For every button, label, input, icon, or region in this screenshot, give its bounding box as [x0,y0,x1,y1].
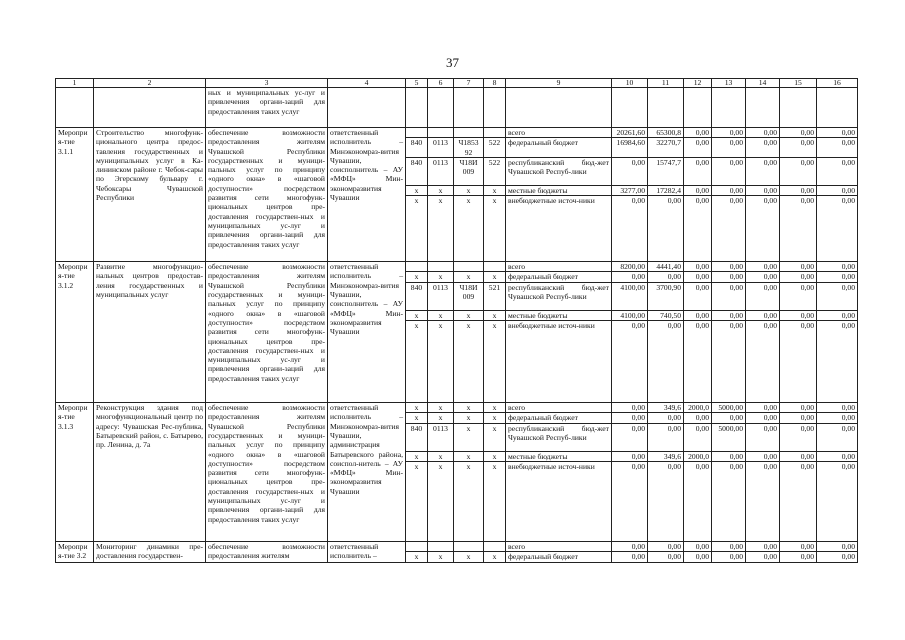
value-cell: x [406,461,428,541]
value-cell: 521 [484,282,506,310]
value-cell: 5000,00 [712,423,746,451]
value-cell: x [454,272,484,282]
value-cell: 0,00 [746,262,780,272]
value-cell: 0,00 [712,138,746,158]
continuation-row [56,88,858,128]
value-cell [484,262,506,272]
value-cell: 0,00 [612,321,648,403]
event-id: Мероприя-тие 3.2 [56,541,94,562]
empty-cell [328,88,406,128]
event-name: Строительство многофунк-ционального центра предос-тавления государственных и муниципальных услуг в Ка-лининском районе г. Чебок-сары по Эгерскому бульвару г. Чебоксары Чувашской Республики [94,128,206,262]
source-cell: республиканский бюд-жет Чувашской Респуб-лики [506,282,612,310]
event-id: Мероприя-тие 3.1.2 [56,262,94,403]
column-number-2: 2 [94,79,206,88]
value-cell: 0,00 [746,413,780,423]
value-cell: 0,00 [817,423,858,451]
value-cell: 0,00 [612,423,648,451]
value-cell: x [454,310,484,320]
value-cell: 0,00 [780,310,817,320]
column-number-1: 1 [56,79,94,88]
value-cell: 0,00 [648,321,684,403]
value-cell: 8200,00 [612,262,648,272]
value-cell: x [454,451,484,461]
value-cell: 0,00 [612,196,648,262]
value-cell: 840 [406,138,428,158]
column-number-4: 4 [328,79,406,88]
value-cell: 0,00 [817,196,858,262]
empty-cell [612,88,648,128]
empty-cell [484,88,506,128]
value-cell: 16984,60 [612,138,648,158]
value-cell: x [484,423,506,451]
value-cell: 32270,7 [648,138,684,158]
value-cell: 0,00 [817,157,858,185]
value-cell: 15747,7 [648,157,684,185]
value-cell: 0,00 [780,451,817,461]
value-cell: x [484,321,506,403]
value-cell: 0,00 [684,262,712,272]
continuation-text: ных и муниципальных ус-луг и привлечения органи-заций для предоставления таких услуг [206,88,328,128]
source-cell: всего [506,403,612,413]
column-number-8: 8 [484,79,506,88]
value-cell: 0,00 [780,262,817,272]
value-cell: 0,00 [746,138,780,158]
value-cell: x [454,423,484,451]
value-cell: 0,00 [817,541,858,551]
source-cell: всего [506,541,612,551]
value-cell: 0,00 [684,157,712,185]
value-cell: x [484,552,506,562]
value-cell [484,128,506,138]
empty-cell [684,88,712,128]
value-cell: 0,00 [780,138,817,158]
value-cell: x [454,413,484,423]
value-cell: x [428,403,454,413]
event-name: Реконструкция здания под многофункциональный центр по адресу: Чувашская Рес-публика, Батыревский район, с. Батырево, пр. Ленина, д. 7а [94,403,206,542]
value-cell: x [406,272,428,282]
value-cell: 0,00 [817,310,858,320]
value-cell: 0,00 [817,403,858,413]
empty-cell [454,88,484,128]
empty-cell [506,88,612,128]
value-cell: 0,00 [817,262,858,272]
value-cell: 0,00 [648,423,684,451]
value-cell: 0,00 [746,403,780,413]
value-cell: 0,00 [684,413,712,423]
value-cell: 0,00 [648,196,684,262]
value-cell: 5000,00 [712,403,746,413]
value-cell: 0,00 [817,552,858,562]
source-cell: внебюджетные источ-ники [506,321,612,403]
event-purpose: обеспечение возможности предоставления жителям Чувашской Республики государственных и муници-пальных услуг по принципу «одного окна» в «шаговой доступности» посредством развития сети многофунк-циональных центров пре-доставления государствен-ных и муниципальных ус-луг и привлечения органи-заций для предоставления таких услуг [206,262,328,403]
value-cell: 0,00 [684,461,712,541]
event-executor: ответственный исполнитель – [328,541,406,562]
event-executor: ответственный исполнитель – Минэкономраз-вития Чувашии, соисполнитель – АУ «МФЦ» Мин-экономразвития Чувашии [328,262,406,403]
value-cell: 0,00 [746,185,780,195]
value-cell: 0,00 [746,423,780,451]
value-cell: 0113 [428,138,454,158]
value-cell: x [484,413,506,423]
value-cell: x [406,451,428,461]
value-cell: 740,50 [648,310,684,320]
value-cell: 0,00 [684,541,712,551]
value-cell: 0,00 [612,403,648,413]
value-cell: 0,00 [612,541,648,551]
value-cell: 0,00 [817,413,858,423]
value-cell: x [454,196,484,262]
source-cell: республиканский бюд-жет Чувашской Респуб-лики [506,423,612,451]
empty-cell [56,88,94,128]
value-cell [484,541,506,551]
empty-cell [746,88,780,128]
value-cell: 0,00 [780,552,817,562]
empty-cell [817,88,858,128]
value-cell: 0,00 [780,196,817,262]
value-cell: 0,00 [712,461,746,541]
value-cell: 0,00 [712,185,746,195]
value-cell: 0,00 [780,272,817,282]
value-cell: 0,00 [684,185,712,195]
column-number-5: 5 [406,79,428,88]
value-cell: 0,00 [780,403,817,413]
event-id: Мероприя-тие 3.1.3 [56,403,94,542]
value-cell: x [428,185,454,195]
value-cell: 0,00 [712,310,746,320]
value-cell: 0,00 [684,282,712,310]
source-cell: местные бюджеты [506,310,612,320]
source-cell: федеральный бюджет [506,413,612,423]
value-cell: 349,6 [648,403,684,413]
source-cell: местные бюджеты [506,185,612,195]
value-cell: 0,00 [684,552,712,562]
value-cell: 0,00 [780,423,817,451]
value-cell: 0,00 [712,196,746,262]
value-cell: 0,00 [746,272,780,282]
source-cell: республиканский бюд-жет Чувашской Респуб-лики [506,157,612,185]
value-cell: x [484,461,506,541]
source-cell: всего [506,262,612,272]
empty-cell [712,88,746,128]
value-cell [406,541,428,551]
value-cell: x [454,185,484,195]
value-cell: 0,00 [780,321,817,403]
event-name: Развитие многофункцио-нальных центров предостав-ления государственных и муниципальных услуг [94,262,206,403]
value-cell: 0,00 [780,413,817,423]
value-cell: 0,00 [817,272,858,282]
value-cell: 17282,4 [648,185,684,195]
value-cell: 0,00 [746,451,780,461]
value-cell: x [428,461,454,541]
value-cell: 0,00 [712,262,746,272]
table-row [56,128,858,138]
value-cell: 2000,0 [684,403,712,413]
event-executor: ответственный исполнитель – Минэкономраз-вития Чувашии, администрация Батыревского района, соиспол-нитель – АУ «МФЦ» Мин-экономразвития Чувашии [328,403,406,542]
column-number-14: 14 [746,79,780,88]
source-cell: федеральный бюджет [506,552,612,562]
value-cell [454,262,484,272]
value-cell: 0,00 [684,128,712,138]
source-cell: внебюджетные источ-ники [506,461,612,541]
source-cell: всего [506,128,612,138]
value-cell: x [428,196,454,262]
value-cell: x [428,451,454,461]
value-cell: 0,00 [817,461,858,541]
event-purpose: обеспечение возможности предоставления жителям Чувашской Республики государственных и муници-пальных услуг по принципу «одного окна» в «шаговой доступности» посредством развития сети многофунк-циональных центров пре-доставления государствен-ных и муниципальных ус-луг и привлечения органи-заций для предоставления таких услуг [206,403,328,542]
value-cell: x [428,552,454,562]
value-cell: x [484,451,506,461]
column-number-3: 3 [206,79,328,88]
value-cell: 0,00 [684,196,712,262]
value-cell: Ч18И 009 [454,157,484,185]
value-cell: 840 [406,423,428,451]
value-cell [406,262,428,272]
value-cell: x [406,310,428,320]
value-cell: Ч18И 009 [454,282,484,310]
value-cell: x [484,272,506,282]
value-cell: 0,00 [712,451,746,461]
budget-table [55,78,858,563]
value-cell: 0,00 [712,128,746,138]
empty-cell [648,88,684,128]
value-cell: x [406,196,428,262]
value-cell: 0,00 [648,541,684,551]
value-cell: 0,00 [612,552,648,562]
event-executor: ответственный исполнитель – Минэкономраз-вития Чувашии, соисполнитель – АУ «МФЦ» Мин-экономразвития Чувашии [328,128,406,262]
value-cell: 0,00 [684,423,712,451]
value-cell: x [484,310,506,320]
value-cell: 0,00 [684,272,712,282]
value-cell: x [484,196,506,262]
header-row [56,79,858,88]
column-number-16: 16 [817,79,858,88]
column-number-10: 10 [612,79,648,88]
empty-cell [428,88,454,128]
value-cell: 0,00 [746,282,780,310]
value-cell: x [484,403,506,413]
value-cell: 0,00 [746,128,780,138]
value-cell: 0,00 [746,461,780,541]
value-cell: 0,00 [612,451,648,461]
value-cell: 4100,00 [612,282,648,310]
value-cell: x [428,321,454,403]
event-purpose: обеспечение возможности предоставления жителям Чувашской Республики государственных и муници-пальных услуг по принципу «одного окна» в «шаговой доступности» посредством развития сети многофунк-циональных центров пре-доставления государствен-ных и муниципальных ус-луг и привлечения органи-заций для предоставления таких услуг [206,128,328,262]
value-cell: 0,00 [746,196,780,262]
value-cell: 0,00 [612,157,648,185]
value-cell: 0,00 [712,157,746,185]
event-name: Мониторинг динамики пре-доставления государствен- [94,541,206,562]
value-cell: 840 [406,157,428,185]
value-cell: 3277,00 [612,185,648,195]
source-cell: внебюджетные источ-ники [506,196,612,262]
value-cell [406,128,428,138]
value-cell [428,262,454,272]
value-cell: 0,00 [712,282,746,310]
value-cell: 0,00 [712,272,746,282]
value-cell: 0,00 [648,413,684,423]
value-cell: 0,00 [746,157,780,185]
value-cell [454,128,484,138]
value-cell: x [406,413,428,423]
value-cell: 65300,8 [648,128,684,138]
value-cell: 0,00 [817,185,858,195]
value-cell: x [406,321,428,403]
value-cell [428,541,454,551]
value-cell: x [454,403,484,413]
value-cell: 522 [484,138,506,158]
table-row [56,262,858,272]
value-cell: 0,00 [780,282,817,310]
value-cell: x [484,185,506,195]
value-cell: 20261,60 [612,128,648,138]
value-cell: 0,00 [817,138,858,158]
table-row [56,541,858,551]
column-number-15: 15 [780,79,817,88]
value-cell: x [454,461,484,541]
event-id: Мероприя-тие 3.1.1 [56,128,94,262]
value-cell: 0,00 [648,552,684,562]
value-cell: x [406,185,428,195]
value-cell: 0,00 [780,185,817,195]
empty-cell [780,88,817,128]
value-cell: x [428,310,454,320]
value-cell: 0,00 [817,128,858,138]
value-cell: 0,00 [684,310,712,320]
value-cell: x [454,321,484,403]
value-cell: x [428,272,454,282]
value-cell: 0113 [428,423,454,451]
value-cell: 0,00 [780,541,817,551]
value-cell: x [406,552,428,562]
column-number-6: 6 [428,79,454,88]
source-cell: местные бюджеты [506,451,612,461]
value-cell: 0113 [428,157,454,185]
value-cell: 0,00 [684,138,712,158]
value-cell: 0,00 [612,413,648,423]
value-cell: x [454,552,484,562]
page-number: 37 [446,55,459,70]
value-cell: 0,00 [817,451,858,461]
value-cell: 0,00 [746,541,780,551]
value-cell: 522 [484,157,506,185]
value-cell: 0,00 [780,157,817,185]
event-purpose: обеспечение возможности предоставления жителям [206,541,328,562]
empty-cell [94,88,206,128]
column-number-7: 7 [454,79,484,88]
value-cell [428,128,454,138]
value-cell: 2000,0 [684,451,712,461]
value-cell: 0,00 [746,310,780,320]
value-cell: 0,00 [648,461,684,541]
value-cell: 4100,00 [612,310,648,320]
value-cell: 0,00 [712,321,746,403]
value-cell: 0,00 [780,128,817,138]
column-number-12: 12 [684,79,712,88]
value-cell: 0,00 [684,321,712,403]
column-number-9: 9 [506,79,612,88]
value-cell: 0,00 [746,552,780,562]
source-cell: федеральный бюджет [506,272,612,282]
value-cell: x [406,403,428,413]
value-cell: 0,00 [712,541,746,551]
value-cell: 0,00 [712,552,746,562]
value-cell: 840 [406,282,428,310]
column-number-13: 13 [712,79,746,88]
value-cell: 0,00 [817,321,858,403]
value-cell: 0113 [428,282,454,310]
value-cell: 0,00 [746,321,780,403]
value-cell: x [428,413,454,423]
value-cell: 0,00 [817,282,858,310]
column-number-11: 11 [648,79,684,88]
value-cell: 349,6 [648,451,684,461]
value-cell: Ч1853 92 [454,138,484,158]
value-cell: 0,00 [780,461,817,541]
value-cell: 0,00 [648,272,684,282]
value-cell [454,541,484,551]
value-cell: 4441,40 [648,262,684,272]
source-cell: федеральный бюджет [506,138,612,158]
value-cell: 0,00 [612,461,648,541]
empty-cell [406,88,428,128]
value-cell: 3700,90 [648,282,684,310]
table-row [56,403,858,413]
value-cell: 0,00 [612,272,648,282]
value-cell: 0,00 [712,413,746,423]
